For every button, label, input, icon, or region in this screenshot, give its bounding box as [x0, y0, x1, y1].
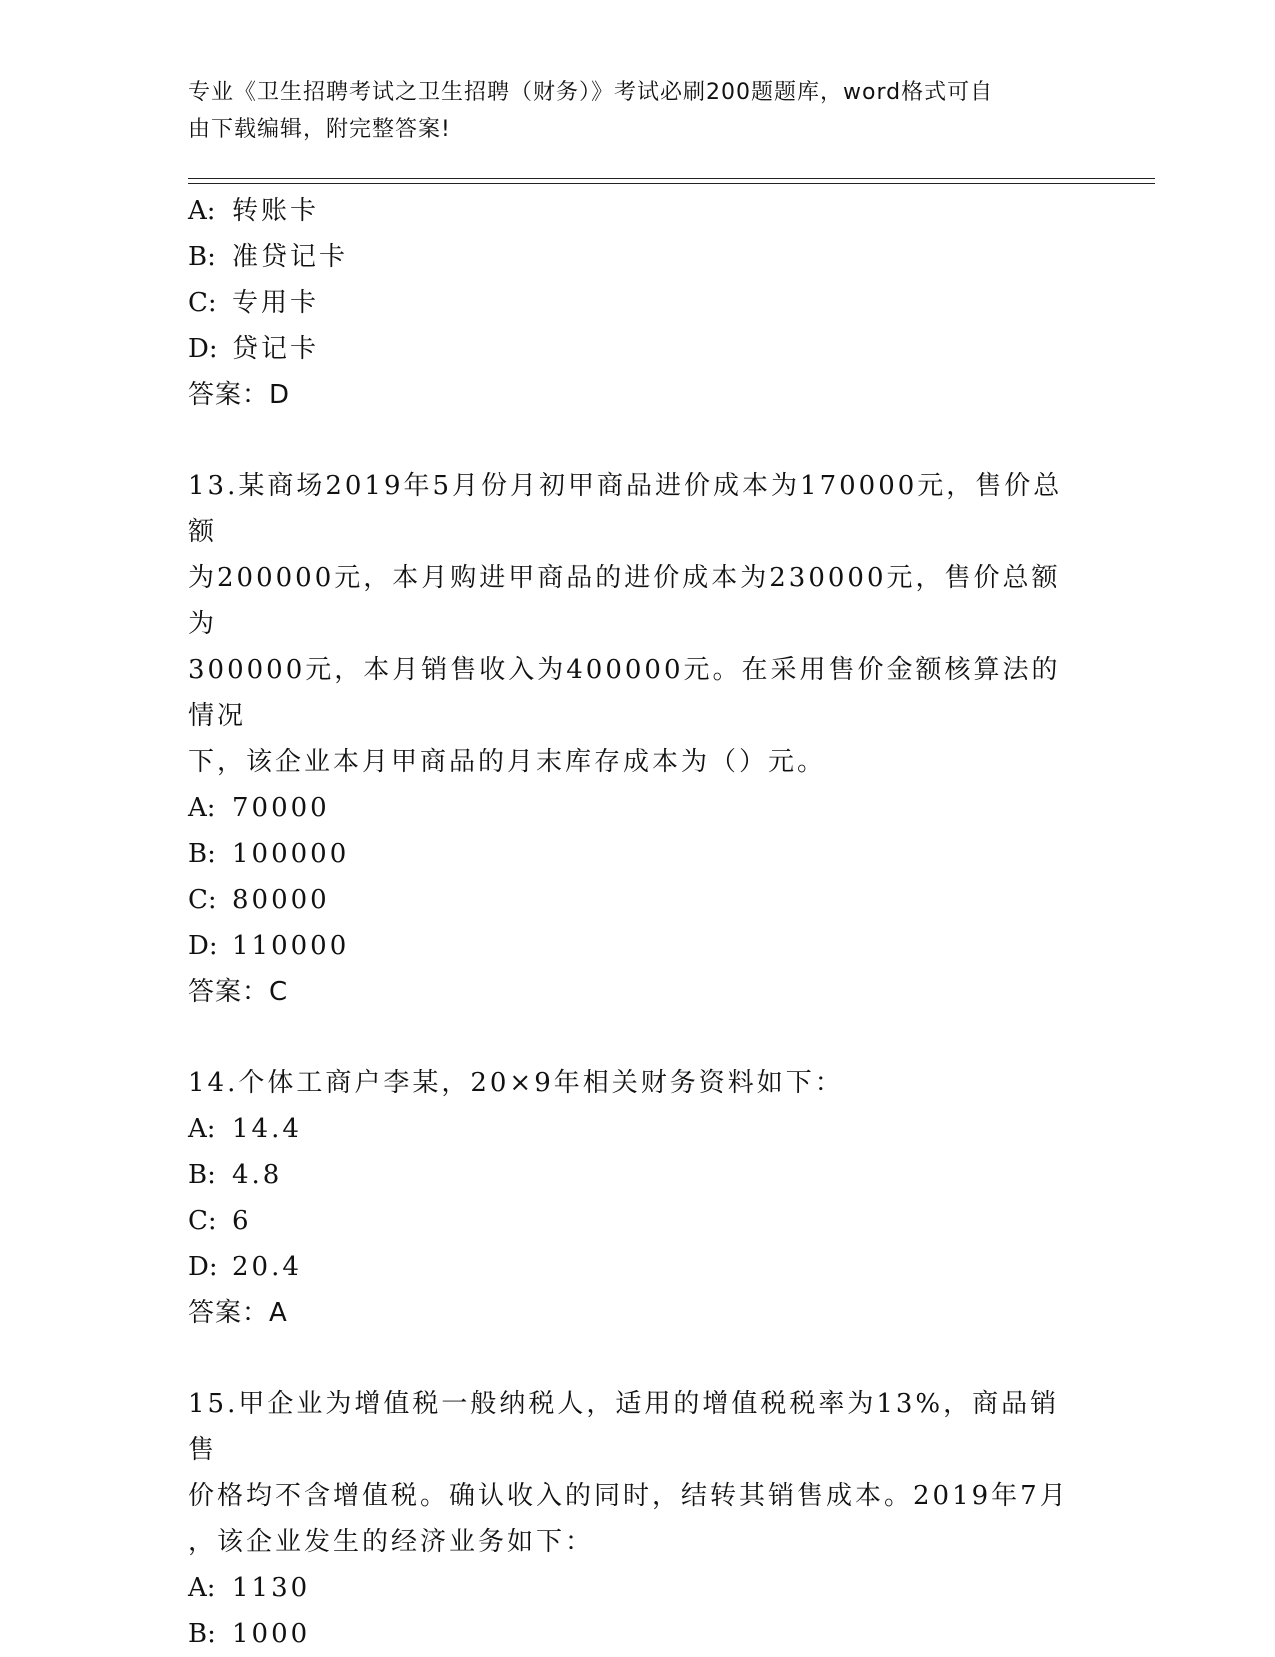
option-text: 20.4 [232, 1252, 302, 1282]
header-line-1: 专业《卫生招聘考试之卫生招聘（财务）》考试必刷200题题库，word格式可自 [188, 80, 994, 105]
option-d [188, 326, 1088, 372]
option-a [188, 1565, 1088, 1611]
option-text: 6 [232, 1206, 252, 1236]
option-c [188, 280, 1088, 326]
option-label: C: [188, 885, 217, 915]
option-d [188, 923, 1088, 969]
option-label: C: [188, 1206, 217, 1236]
option-b [188, 1611, 1088, 1657]
stem-line: 300000元，本月销售收入为400000元。在采用售价金额核算法的情况 [188, 655, 1061, 731]
option-text: 转账卡 [232, 196, 320, 226]
option-text: 70000 [232, 793, 330, 823]
option-text: 1130 [232, 1573, 311, 1603]
stem-line: 价格均不含增值税。确认收入的同时，结转其销售成本。2019年7月 [188, 1481, 1069, 1511]
option-label: B: [188, 1619, 216, 1649]
option-label: B: [188, 1160, 216, 1190]
option-text: 专用卡 [232, 288, 320, 318]
header-divider-bottom [188, 183, 1155, 184]
question-13 [188, 463, 1088, 1015]
option-label: B: [188, 839, 216, 869]
question-stem [188, 1060, 1088, 1106]
answer-line: 答案：D [188, 380, 291, 410]
question-list [188, 188, 1088, 1657]
option-c [188, 1198, 1088, 1244]
option-label: D: [188, 334, 218, 364]
stem-line: 15.甲企业为增值税一般纳税人，适用的增值税税率为13%，商品销售 [188, 1389, 1060, 1465]
question-stem [188, 1381, 1088, 1565]
header-line-2: 由下载编辑，附完整答案! [188, 117, 451, 142]
option-d [188, 1244, 1088, 1290]
option-text: 准贷记卡 [232, 242, 349, 272]
header-divider-top [188, 178, 1155, 179]
option-text: 100000 [232, 839, 350, 869]
option-a [188, 188, 1088, 234]
option-label: A: [188, 793, 216, 823]
answer-line: 答案：A [188, 1298, 288, 1328]
option-text: 贷记卡 [232, 334, 320, 364]
option-text: 80000 [232, 885, 330, 915]
option-b [188, 1152, 1088, 1198]
option-a [188, 785, 1088, 831]
option-text: 14.4 [232, 1114, 302, 1144]
question-15 [188, 1381, 1088, 1657]
question-stem [188, 463, 1088, 785]
answer-line: 答案：C [188, 977, 289, 1007]
option-b [188, 234, 1088, 280]
option-b [188, 831, 1088, 877]
stem-line: 14.个体工商户李某，20×9年相关财务资料如下： [188, 1068, 844, 1098]
document-header [188, 74, 1068, 148]
option-c [188, 877, 1088, 923]
stem-line: 下，该企业本月甲商品的月末库存成本为（）元。 [188, 747, 827, 777]
option-label: A: [188, 1573, 216, 1603]
option-text: 4.8 [232, 1160, 283, 1190]
option-label: C: [188, 288, 217, 318]
option-label: B: [188, 242, 216, 272]
stem-line: ，该企业发生的经济业务如下： [188, 1527, 595, 1557]
option-label: D: [188, 931, 218, 961]
question-14 [188, 1060, 1088, 1336]
option-text: 110000 [232, 931, 350, 961]
option-label: A: [188, 1114, 216, 1144]
option-a [188, 1106, 1088, 1152]
option-label: D: [188, 1252, 218, 1282]
option-label: A: [188, 196, 216, 226]
stem-line: 13.某商场2019年5月份月初甲商品进价成本为170000元，售价总额 [188, 471, 1063, 547]
stem-line: 为200000元，本月购进甲商品的进价成本为230000元，售价总额为 [188, 563, 1061, 639]
question-12 [188, 188, 1088, 418]
option-text: 1000 [232, 1619, 311, 1649]
